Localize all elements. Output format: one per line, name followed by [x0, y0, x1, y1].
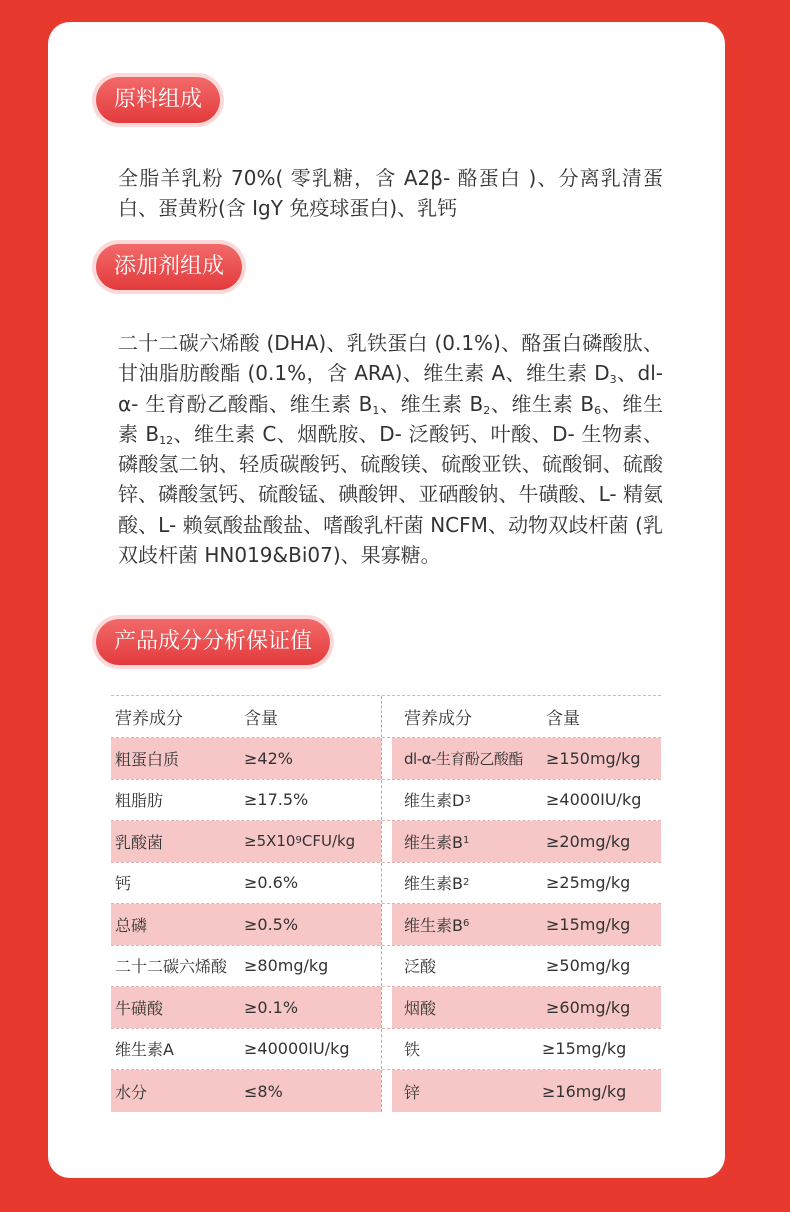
header-amount: 含量 [244, 709, 278, 729]
nutrient-value: ≥40000IU/kg [244, 1039, 350, 1059]
nutrient-name: 牛磺酸 [115, 998, 164, 1018]
nutrient-value: ≥80mg/kg [244, 956, 329, 976]
nutrient-name: 维生素D 3 [404, 791, 471, 811]
table-row [111, 987, 661, 1029]
nutrient-value: ≥4000IU/kg [546, 790, 642, 810]
nutrient-value: ≥15mg/kg [542, 1039, 627, 1059]
additives-title: 添加剂组成 [96, 244, 242, 290]
nutrient-value: ≥0.6% [244, 873, 299, 893]
nutrient-name: 乳酸菌 [115, 832, 164, 852]
content-card [48, 22, 725, 1178]
nutrient-name: 维生素B 6 [404, 915, 470, 935]
nutrient-name: 维生素B 1 [404, 832, 470, 852]
nutrient-value: ≥150mg/kg [546, 748, 641, 768]
nutrient-value: ≥20mg/kg [546, 831, 631, 851]
nutrient-value: ≥15mg/kg [546, 914, 631, 934]
nutrient-value: ≥42% [244, 748, 293, 768]
analysis-title: 产品成分分析保证值 [96, 619, 330, 665]
nutrient-name: 维生素A [115, 1040, 174, 1060]
nutrient-value: ≥0.1% [244, 997, 299, 1017]
nutrient-name: 烟酸 [404, 998, 437, 1018]
nutrient-value: ≤8% [244, 1081, 283, 1101]
table-row [111, 946, 661, 988]
header-nutrient: 营养成分 [404, 709, 472, 729]
additives-text: 二十二碳六烯酸 (DHA)、乳铁蛋白 (0.1%)、酪蛋白磷酸肽、甘油脂肪酸酯 (0.1%，含 ARA)、维生素 A、维生素 $D_3$、dl-α- 生育酚乙酸酯、维生素 $B_1$、维生素 $B_2$、维生素 $B_6$、维生素 $B_{12}$、维生素 C、烟酰胺、D- 泛酸钙、叶酸、D- 生物素、磷酸氢二钠、轻质碳酸钙、硫酸镁、硫酸亚铁、硫酸铜、硫酸锌、磷酸氢钙、硫酸锰、碘酸钾、亚硒酸钠、牛磺酸、L- 精氨酸、L- 赖氨酸盐酸盐、嗜酸乳杆菌 NCFM、动物双歧杆菌 (乳双歧杆菌 HN019&Bi07)、果寡糖。 [118, 331, 664, 568]
nutrient-name: 维生素B 2 [404, 874, 470, 894]
table-row [111, 780, 661, 822]
nutrient-name: 铁 [404, 1040, 421, 1060]
nutrient-value: ≥5X10 9 CFU/kg [244, 832, 356, 851]
nutrient-value: ≥60mg/kg [546, 997, 631, 1017]
nutrient-name: 二十二碳六烯酸 [115, 957, 228, 977]
nutrient-name: 粗脂肪 [115, 791, 164, 811]
nutrient-name: 水分 [115, 1082, 148, 1102]
table-row [111, 738, 661, 780]
ingredients-text: 全脂羊乳粉 70%( 零乳糖，含 A2β- 酪蛋白 )、分离乳清蛋白、蛋黄粉(含 IgY 免疫球蛋白)、乳钙 [118, 166, 663, 221]
nutrient-name: dl-α-生育酚乙酸酯 [404, 749, 523, 768]
nutrient-value: ≥25mg/kg [546, 873, 631, 893]
table-row [111, 1029, 661, 1071]
table-header-row [111, 695, 661, 738]
nutrient-value: ≥50mg/kg [546, 956, 631, 976]
table-row [111, 821, 661, 863]
nutrient-name: 粗蛋白质 [115, 749, 180, 769]
header-nutrient: 营养成分 [115, 709, 183, 729]
table-row [111, 1070, 661, 1112]
nutrient-table [111, 695, 661, 1112]
nutrient-name: 锌 [404, 1082, 421, 1102]
nutrient-name: 总磷 [115, 915, 148, 935]
nutrient-value: ≥16mg/kg [542, 1081, 627, 1101]
ingredients-title: 原料组成 [96, 77, 220, 123]
table-row [111, 863, 661, 905]
table-row [111, 904, 661, 946]
header-amount: 含量 [546, 709, 580, 729]
nutrient-name: 钙 [115, 874, 132, 894]
nutrient-value: ≥17.5% [244, 790, 309, 810]
nutrient-value: ≥0.5% [244, 914, 299, 934]
nutrient-name: 泛酸 [404, 957, 437, 977]
